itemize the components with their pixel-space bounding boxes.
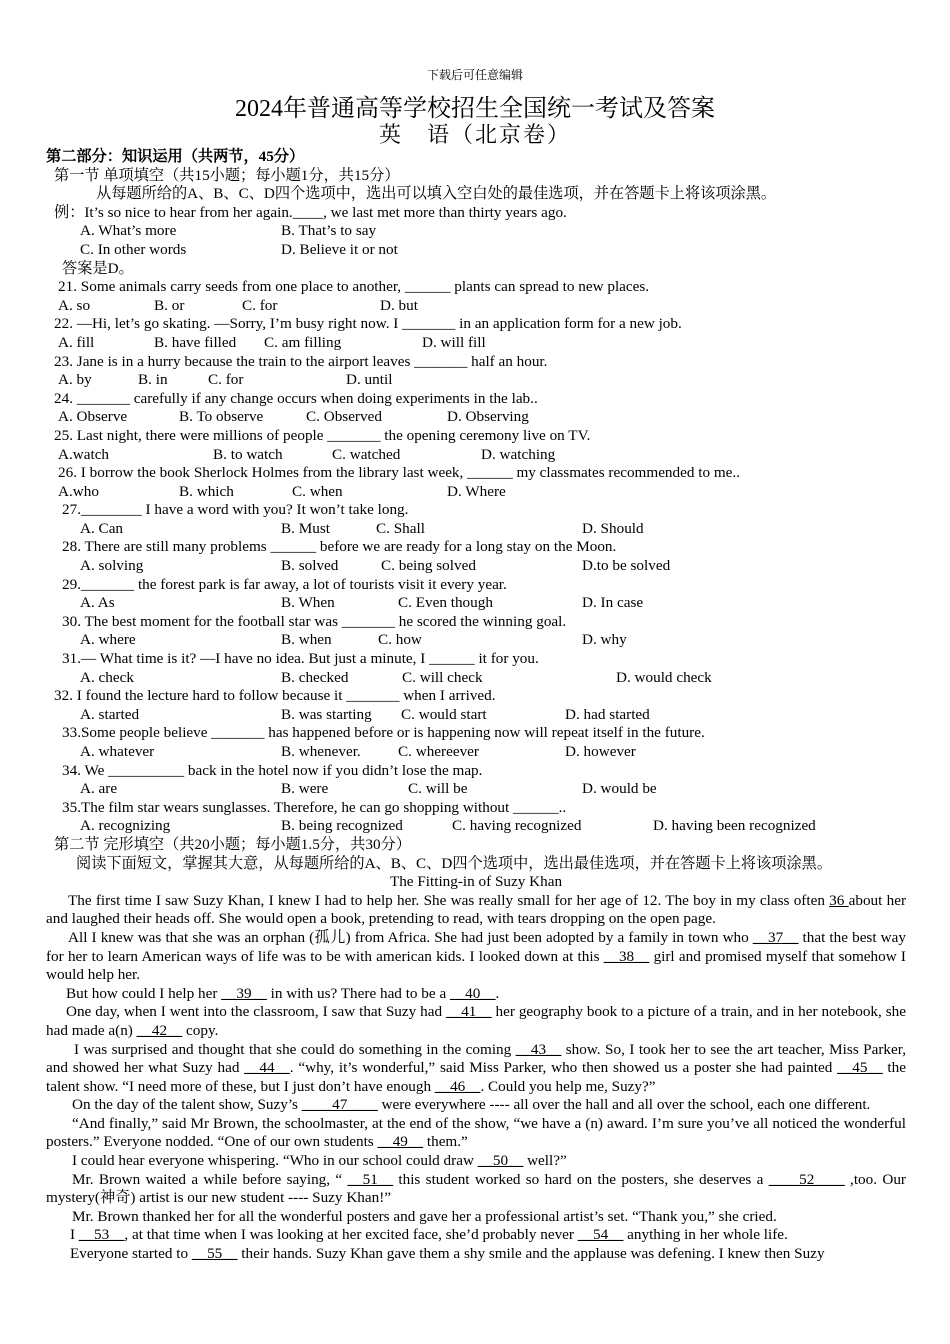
passage-text: them.” [423,1133,468,1151]
blank: __50__ [477,1152,524,1170]
option-c: C. Even though [398,594,493,612]
option-a: A. where [80,631,136,649]
option-c: C. for [208,371,244,389]
blank: __45__ [837,1059,883,1077]
question-30: 30. The best moment for the football star was _______ he scored the winning goal. [62,612,567,630]
passage-text: that the best way for her to learn American ways of life was to be with american kids. I looked down at this [46,928,906,965]
question-35: 35.The film star wears sunglasses. Therefore, he can go shopping without ______.. [62,798,567,816]
blank: __43__ [515,1040,562,1058]
blank: __44__ [244,1059,290,1077]
exam-subtitle: 英 语（北京卷） [378,122,571,147]
passage-paragraph [46,1115,906,1152]
question-24: 24. _______ carefully if any change occurs when doing experiments in the lab.. [54,389,538,407]
blank: __42__ [136,1021,183,1039]
passage-text: well?” [523,1152,567,1170]
question-29-options [46,594,906,613]
passage-text: . “why, it’s wonderful,” said Miss Parker, who then showed us a poster she had painted [289,1059,838,1077]
passage-text: . [495,984,500,1002]
passage-text: copy. [182,1021,219,1039]
option-b: B. in [138,371,168,389]
blank: __51__ [347,1170,394,1188]
option-a: A. whatever [80,743,155,760]
option-b: B. solved [281,557,339,575]
passage-text: the talent show. “I need more of these, but I just don’t have enough [46,1059,906,1095]
passage-text: her geography book to a picture of a train, and in her notebook, she had made a(n) [46,1003,906,1039]
option-c: C. having recognized [452,817,582,835]
option-a: A. by [58,371,92,389]
option-b: B. Must [281,519,330,537]
question-32: 32. I found the lecture hard to follow because it _______ when I arrived. [54,687,496,705]
option-d: D. but [380,296,418,314]
question-35-options [46,817,906,836]
option-a: A. fill [58,333,95,351]
example-question: 例：It’s so nice to hear from her again.____, we last met more than thirty years ago. [54,203,567,221]
passage-text: I [70,1226,79,1244]
question-25: 25. Last night, there were millions of people _______ the opening ceremony live on TV. [54,426,591,444]
question-33: 33.Some people believe _______ has happened before or is happening now will repeat itself in the future. [62,724,705,742]
question-31: 31.— What time is it? —I have no idea. But just a minute, I ______ it for you. [62,650,539,668]
question-30-options [46,631,906,650]
question-23-options [46,371,906,390]
option-b: B. have filled [154,333,237,351]
option-b: B. or [154,296,185,314]
example-options-row-1 [46,222,906,241]
passage-text: “And finally,” said Mr Brown, the schoolmaster, at the end of the show, “we have a (n) award. I’m sure you’ve all noticed the wonderful posters.” Everyone nodded. “One of our own students [46,1114,906,1151]
example-option-c: C. In other words [80,240,187,258]
passage-text: I was surprised and thought that she could do something in the coming [74,1040,516,1058]
option-d: D. In case [582,594,644,612]
section2-instructions: 阅读下面短文，掌握其大意，从每题所给的A、B、C、D四个选项中，选出最佳选项，并在答题卡上将该项涂黑。 [76,854,833,872]
option-a: A. solving [80,557,144,575]
passage-paragraph [46,1226,906,1245]
option-c: C. watched [332,445,401,463]
passage-text: But how could I help her [66,984,222,1002]
option-c: C. Observed [306,408,382,426]
passage-text: ,too. Our mystery(神奇) artist is our new student ---- Suzy Khan!” [46,1170,906,1207]
blank: __39__ [221,984,267,1002]
passage-text: this student worked so hard on the posters, she deserves a [393,1170,769,1188]
passage-text: Everyone started to [70,1245,192,1263]
option-d: D. having been recognized [653,817,816,835]
example-answer: 答案是D。 [62,259,134,277]
option-c: C. for [242,296,278,314]
option-b: B. which [179,482,234,500]
question-27-options [46,520,906,539]
option-d: D. Observing [447,408,529,426]
blank: __37__ [752,928,799,946]
passage-paragraph [46,929,906,985]
passage-text: were everywhere ---- all over the hall and all over the school, each one different. [377,1096,871,1114]
question-29: 29._______ the forest park is far away, a lot of tourists visit it every year. [62,575,507,593]
passage-title: The Fitting-in of Suzy Khan [389,873,563,891]
option-b: B. to watch [213,445,283,463]
blank: __38__ [603,947,650,965]
section2-heading: 第二节 完形填空（共20小题；每小题1.5分，共30分） [54,835,411,853]
blank: __46__ [434,1077,481,1095]
option-c: C. when [292,482,343,500]
question-26: 26. I borrow the book Sherlock Holmes from the library last week, ______ my classmates recommended to me.. [58,464,741,482]
question-25-options [46,446,906,465]
passage-paragraph [46,1041,906,1097]
option-c: C. am filling [264,333,342,351]
question-31-options [46,669,906,688]
question-22-options [46,334,906,353]
option-d: D. would be [582,780,657,798]
question-22: 22. —Hi, let’s go skating. —Sorry, I’m busy right now. I _______ in an application form for a new job. [54,315,682,333]
passage-text: , at that time when I was looking at her excited face, she’d probably never [124,1226,578,1244]
option-c: C. being solved [381,557,476,575]
question-23: 23. Jane is in a hurry because the train to the airport leaves _______ half an hour. [54,352,548,370]
passage-text: about her and laughed their heads off. She would open a book, pretending to read, with tears dropping on the open page. [46,891,907,928]
example-options-row-2 [46,241,906,260]
passage [46,892,906,1264]
passage-paragraph [46,1096,906,1115]
option-a: A. Observe [58,408,128,426]
passage-text: girl and promised myself that somehow I would help her. [46,947,906,984]
option-d: D. why [582,631,627,649]
option-c: C. would start [401,705,487,723]
question-24-options [46,408,906,427]
passage-text: The first time I saw Suzy Khan, I knew I had to help her. She was really small for her age of 12. The boy in my class often [68,891,830,909]
option-a: A. check [80,668,134,686]
passage-text: On the day of the talent show, Suzy’s [72,1096,302,1114]
option-b: B. To observe [179,408,264,426]
blank: 36 [829,891,849,909]
question-21-options [46,297,906,316]
blank: __41__ [446,1003,492,1021]
passage-paragraph [46,985,906,1004]
option-c: C. whereever [398,743,479,760]
option-b: B. were [281,780,329,798]
option-d: D. Where [447,482,506,500]
option-d: D. watching [481,445,556,463]
example-option-b: B. That’s to say [281,222,377,240]
exam-content [46,148,906,1264]
passage-text: in with us? There had to be a [266,984,450,1002]
question-28-options [46,557,906,576]
option-d: D. however [565,743,636,760]
option-a: A. Can [80,519,124,537]
passage-paragraph [46,1245,906,1264]
option-b: B. when [281,631,332,649]
option-b: B. When [281,594,335,612]
option-d: D. had started [565,705,650,723]
question-34-options [46,780,906,799]
option-a: A. recognizing [80,817,171,835]
passage-text: I could hear everyone whispering. “Who in our school could draw [72,1152,478,1170]
option-a: A. As [80,594,115,612]
option-b: B. whenever. [281,743,361,760]
passage-paragraph [46,1171,906,1208]
passage-text: anything in her whole life. [623,1226,788,1244]
passage-paragraph [46,892,906,929]
option-b: B. was starting [281,705,372,723]
passage-text: Mr. Brown waited a while before saying, “ [72,1170,348,1188]
passage-paragraph [46,1003,906,1040]
option-a: A. so [58,296,91,314]
option-c: C. Shall [376,519,425,537]
blank: __55__ [191,1245,238,1263]
blank: ____52____ [768,1170,845,1188]
passage-paragraph [46,1152,906,1171]
option-c: C. will be [408,780,468,798]
option-a: A.who [58,482,99,500]
option-b: B. being recognized [281,817,403,835]
question-26-options [46,483,906,502]
option-b: B. checked [281,668,349,686]
download-note: 下载后可任意编辑 [426,68,523,82]
option-d: D. will fill [422,333,486,351]
section1-instructions: 从每题所给的A、B、C、D四个选项中，选出可以填入空白处的最佳选项，并在答题卡上将该项涂黑。 [96,185,777,203]
option-d: D. would check [616,668,712,686]
option-d: D. Should [582,519,644,537]
option-d: D.to be solved [582,557,671,575]
question-32-options [46,706,906,725]
blank: __49__ [377,1133,424,1151]
option-c: C. will check [402,668,483,686]
passage-text: Mr. Brown thanked her for all the wonderful posters and gave her a professional artist’s set. “Thank you,” she cried. [72,1207,777,1225]
example-option-d: D. Believe it or not [281,240,398,258]
question-27: 27.________ I have a word with you? It won’t take long. [62,501,409,519]
blank: ____47____ [301,1096,378,1114]
option-d: D. until [346,371,393,389]
example-option-a: A. What’s more [80,222,177,240]
question-28: 28. There are still many problems ______ before we are ready for a long stay on the Moon. [62,538,617,556]
question-list [46,278,906,836]
exam-title: 2024年普通高等学校招生全国统一考试及答案 [235,96,715,122]
passage-text: show. So, I took her to see the art teacher, Miss Parker, and showed her what Suzy had [46,1040,906,1077]
passage-paragraph [46,1208,906,1227]
part2-heading: 第二部分：知识运用（共两节，45分） [46,148,305,165]
blank: __53__ [78,1226,125,1244]
option-a: A. are [80,780,118,798]
option-c: C. how [378,631,422,649]
passage-text: One day, when I went into the classroom, I saw that Suzy had [66,1003,447,1021]
option-a: A. started [80,705,140,723]
question-21: 21. Some animals carry seeds from one place to another, ______ plants can spread to new places. [58,278,650,296]
option-a: A.watch [58,445,110,463]
passage-text: All I knew was that she was an orphan (孤儿) from Africa. She had just been adopted by a family in town who [68,928,753,946]
question-34: 34. We __________ back in the hotel now if you didn’t lose the map. [62,761,483,779]
blank: __40__ [449,984,496,1002]
question-33-options [46,743,906,762]
section1-heading: 第一节 单项填空（共15小题；每小题1分，共15分） [54,166,400,184]
blank: __54__ [577,1226,624,1244]
passage-text: their hands. Suzy Khan gave them a shy smile and the applause was defening. I knew then Suzy [237,1245,825,1263]
passage-text: . Could you help me, Suzy?” [480,1077,656,1095]
